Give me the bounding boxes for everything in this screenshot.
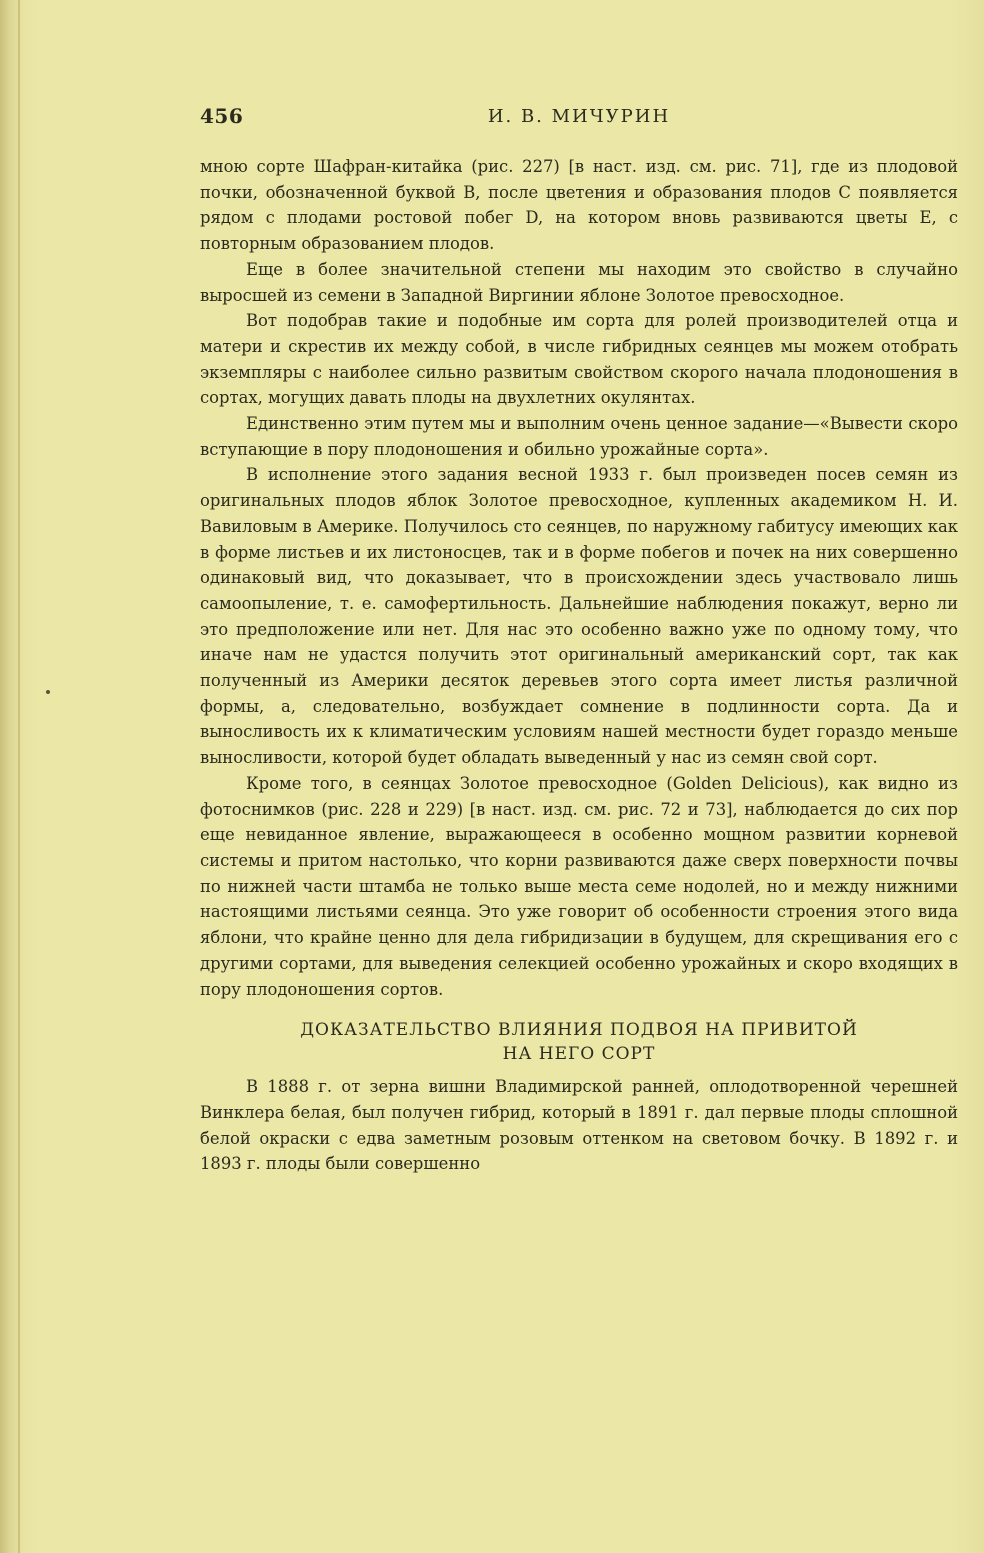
paragraph: Вот подобрав такие и подобные им сорта для ролей производителей отца и матери и скрестив их между собой, в числе гибридных сеянцев мы можем отобрать экземпляры с наиболее сильно развитым свойством скорого начала плодоношения в сортах, могущих давать плоды на двухлетних окулянтах. bbox=[200, 311, 958, 408]
section-heading-line: ДОКАЗАТЕЛЬСТВО ВЛИЯНИЯ ПОДВОЯ НА ПРИВИТОЙ bbox=[300, 1020, 858, 1041]
paragraph: Единственно этим путем мы и выполним очень ценное задание—«Вывести скоро вступающие в пору плодоношения и обильно урожайные сорта». bbox=[200, 414, 958, 459]
section-heading bbox=[200, 1018, 958, 1066]
page-spine-shadow bbox=[18, 0, 20, 1553]
paragraph: Еще в более значительной степени мы находим это свойство в случайно выросшей из семени в Западной Виргинии яблоне Золотое превосходное. bbox=[200, 259, 958, 305]
paragraph: В исполнение этого задания весной 1933 г. был произведен посев семян из оригинальных плодов яблок Золотое превосходное, купленных академиком Н. И. Вавиловым в Америке. Получилось сто сеянцев, по наружному габитусу имеющих как в форме листьев и их листоносцев, так и в форме побегов и почек на них совершенно одинаковый вид, что доказывает, что в происхождении здесь участвовало лишь самоопыление, т. е. самофертильность. Дальнейшие наблюдения покажут, верно ли это предположение или нет. Для нас это особенно важно уже по одному тому, что иначе нам не удастся получить этот оригинальный американский сорт, так как полученный из Америки десяток деревьев этого сорта имеет листья различной формы, а, следовательно, возбуждает сомнение в подлинности сорта. Да и выносливость их к климатическим условиям нашей местности будет гораздо меньше выносливости, которой будет обладать выведенный у нас из семян свой сорт. bbox=[200, 465, 958, 768]
paragraph: Кроме того, в сеянцах Золотое превосходное (Golden Delicious), как видно из фотоснимков (рис. 228 и 229) [в наст. изд. см. рис. 72 и 73], наблюдается до сих пор еще невиданное явление, выражающееся в особенно мощном развитии корневой системы и притом настолько, что корни развиваются даже сверх поверхности почвы по нижней части штамба не только выше места семе нодолей, но и между нижними настоящими листьями сеянца. Это уже говорит об особенности строения этого вида яблони, что крайне ценно для дела гибридизации в будущем, для скрещивания его с другими сортами, для выведения селекцией особенно урожайных и скоро входящих в пору плодоношения сортов. bbox=[200, 773, 958, 999]
body-text bbox=[200, 154, 958, 1177]
scan-speck bbox=[46, 690, 50, 694]
page-header bbox=[200, 104, 958, 134]
running-head: И. В. МИЧУРИН bbox=[487, 106, 671, 127]
section-heading-line: НА НЕГО СОРТ bbox=[502, 1044, 656, 1065]
paragraph: мною сорте Шафран-китайка (рис. 227) [в наст. изд. см. рис. 71], где из плодовой почки, обозначенной буквой B, после цветения и образования плодов C появляется рядом с плодами ростовой побег D, на котором вновь развиваются цветы E, с повторным образованием плодов. bbox=[200, 157, 958, 254]
paragraph: В 1888 г. от зерна вишни Владимирской ранней, оплодотворенной черешней Винклера белая, был получен гибрид, который в 1891 г. дал первые плоды сплошной белой окраски с едва заметным розовым оттенком на световом бочку. В 1892 г. и 1893 г. плоды были совершенно bbox=[200, 1077, 958, 1174]
page-number: 456 bbox=[200, 104, 244, 128]
